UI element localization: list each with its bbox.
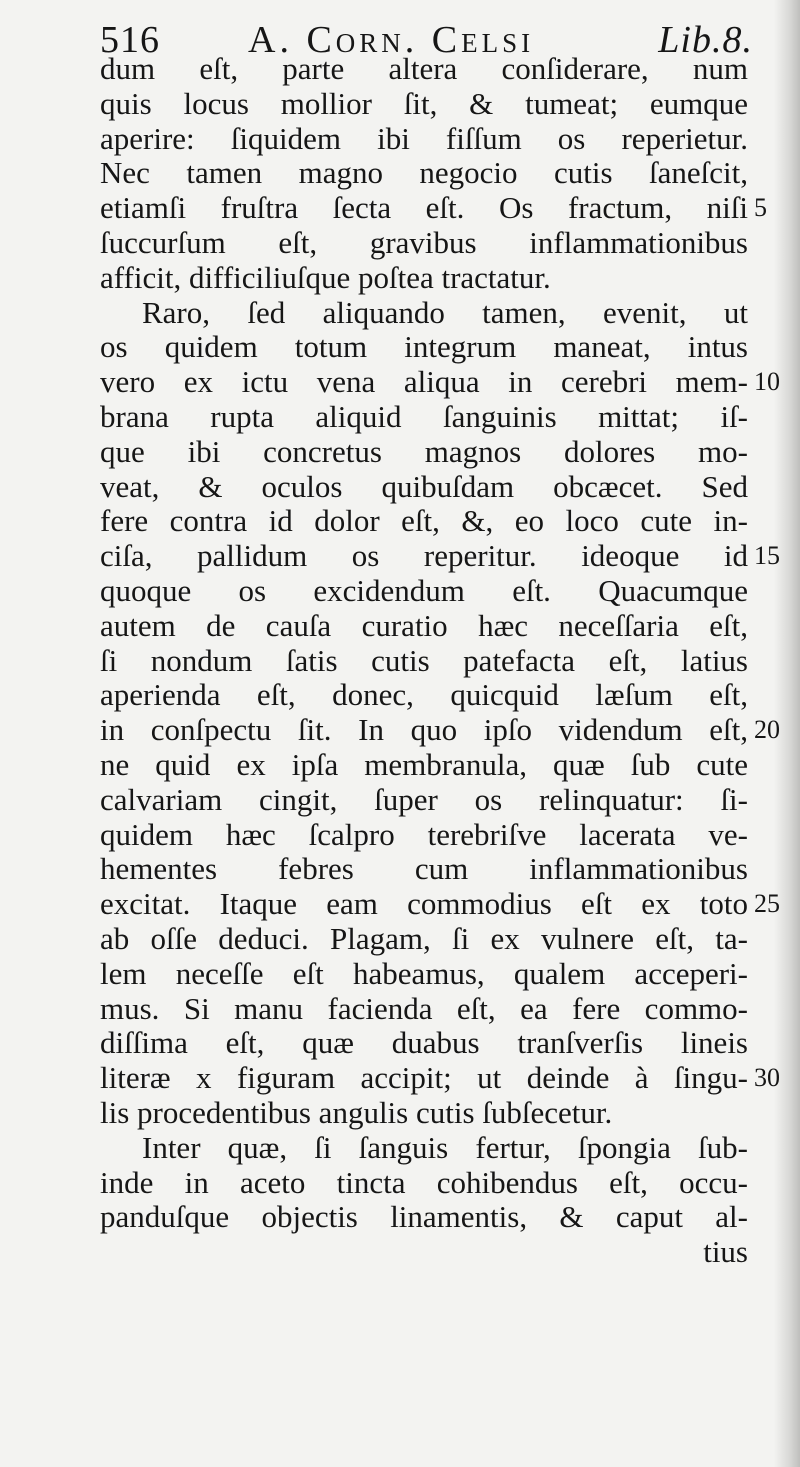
body-text <box>100 51 780 1270</box>
text-line: diſſima eſt, quæ duabus tranſverſis lineis <box>100 1025 748 1061</box>
text-line: ciſa, pallidum os reperitur. ideoque id 15 <box>100 538 780 574</box>
book-label: Lib.8. <box>658 19 753 61</box>
text-line: os quidem totum integrum maneat, intus <box>100 329 748 365</box>
text-line: literæ x figuram accipit; ut deinde à ſingu- 30 <box>100 1060 780 1096</box>
text-line: aperienda eſt, donec, quicquid læſum eſt, <box>100 677 748 713</box>
text-line: Nec tamen magno negocio cutis ſaneſcit, <box>100 155 748 191</box>
text-line: que ibi concretus magnos dolores mo- <box>100 433 748 469</box>
text-line: ne quid ex ipſa membranula, quæ ſub cute <box>100 746 748 782</box>
text-line: autem de cauſa curatio hæc neceſſaria eſt, <box>100 607 748 643</box>
text-line: aperire: ſiquidem ibi fiſſum os reperietur. <box>100 120 748 156</box>
text-line: hementes febres cum inflammationibus <box>100 851 748 887</box>
text-line: lem neceſſe eſt habeamus, qualem acceperi- <box>100 955 748 991</box>
line-number: 10 <box>754 367 780 397</box>
line-number: 15 <box>754 541 780 571</box>
text-line: ſi nondum ſatis cutis patefacta eſt, latius <box>100 642 748 678</box>
text-line: quidem hæc ſcalpro terebriſve lacerata ve- <box>100 816 748 852</box>
text-line: veat, & oculos quibuſdam obcæcet. Sed <box>100 468 748 504</box>
text-line: ſuccurſum eſt, gravibus inflammationibus <box>100 224 748 260</box>
text-line: fere contra id dolor eſt, &, eo loco cute in- <box>100 503 748 539</box>
text-line: ab oſſe deduci. Plagam, ſi ex vulnere eſt, ta- <box>100 920 748 956</box>
running-title: A. Corn. Celsi <box>248 19 535 61</box>
text-line: lis procedentibus angulis cutis ſubſecetur. <box>100 1094 613 1130</box>
text-line: etiamſi fruſtra ſecta eſt. Os fractum, niſi 5 <box>100 190 767 226</box>
line-number: 20 <box>754 715 780 745</box>
text-line: panduſque objectis linamentis, & caput al- <box>100 1199 748 1235</box>
line-number: 5 <box>754 193 767 223</box>
text-line: brana rupta aliquid ſanguinis mittat; iſ- <box>100 398 748 434</box>
text-line: in conſpectu ſit. In quo ipſo videndum eſt, 20 <box>100 712 780 748</box>
line-number: 30 <box>754 1063 780 1093</box>
text-line: Inter quæ, ſi ſanguis fertur, ſpongia ſub- <box>142 1129 748 1165</box>
line-number: 25 <box>754 889 780 919</box>
text-line: dum eſt, parte altera conſiderare, num <box>100 51 748 86</box>
text-line: quoque os excidendum eſt. Quacumque <box>100 572 748 608</box>
text-line: calvariam cingit, ſuper os relinquatur: ſi- <box>100 781 748 817</box>
catchword: tius <box>703 1234 748 1270</box>
text-line: excitat. Itaque eam commodius eſt ex toto 25 <box>100 886 780 922</box>
page-number: 516 <box>100 19 160 61</box>
text-line: quis locus mollior ſit, & tumeat; eumque <box>100 85 748 121</box>
text-line: afficit, difficiliuſque poſtea tractatur. <box>100 259 551 295</box>
text-line: mus. Si manu facienda eſt, ea fere commo- <box>100 990 748 1026</box>
text-line: inde in aceto tincta cohibendus eſt, occu- <box>100 1164 748 1200</box>
text-line: Raro, ſed aliquando tamen, evenit, ut <box>142 294 748 330</box>
text-line: vero ex ictu vena aliqua in cerebri mem- 10 <box>100 364 780 400</box>
